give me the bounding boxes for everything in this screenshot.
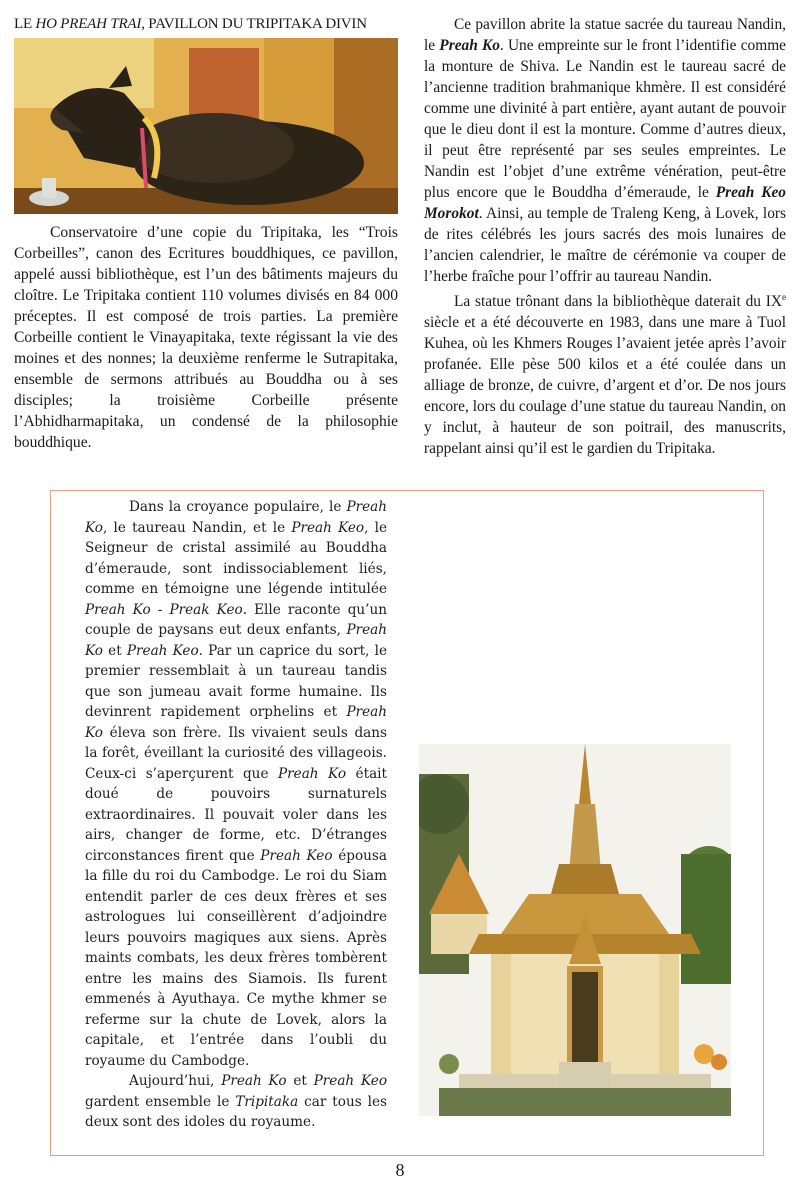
legend-text bbox=[85, 497, 387, 1133]
page-number: 8 bbox=[395, 1160, 405, 1180]
library-pavilion-photo bbox=[419, 744, 731, 1116]
legend-box bbox=[50, 490, 764, 1156]
bull-statue-photo bbox=[14, 38, 398, 214]
right-paragraph-1: Ce pavillon abrite la statue sacrée du taureau Nandin, le Preah Ko. Une empreinte sur le front l’identifie comme la monture de Shiva. Le Nandin est le taureau sacré de l’ancienne tradition brahmanique khmère. Il est considéré comme une divinité à part entière, ayant autant de pouvoir que le dieu dont il est la monture. Comme d’autres dieux, il peut être représenté par ses seules empreintes. Le Nandin est l’objet d’une extrême vénération, peut-être plus encore que le Bouddha d’émeraude, le Preah Keo Morokot. Ainsi, au temple de Traleng Keng, à Lovek, lors de rites célébrés les jours sacrés des mois lunaires de l’ancien calendrier, le maître de cérémonie va couper de l’herbe fraîche pour l’offrir au taureau Nandin. bbox=[424, 16, 786, 285]
right-column bbox=[424, 14, 786, 459]
left-paragraph: Conservatoire d’une copie du Tripitaka, les “Trois Corbeilles”, canon des Ecritures bouddhiques, ce pavillon, appelé aussi bibliothèque, est l’un des bâtiments majeurs du cloître. Le Tripitaka contient 110 volumes divisés en 84 000 préceptes. Il est composé de trois parties. La première Corbeille contient le Vinayapitaka, texte régissant la vie des moines et des nonnes; la deuxième renferme le Sutrapitaka, ensemble de sermons attribués au Bouddha ou à ses disciples; la troisième Corbeille présente l’Abhidharmapitaka, un condensé de la philosophie bouddhique. bbox=[14, 224, 398, 451]
legend-paragraph-2: Aujourd’hui, Preah Ko et Preah Keo gardent ensemble le Tripitaka car tous les deux sont des idoles du royaume. bbox=[85, 1073, 387, 1130]
right-paragraph-2: La statue trônant dans la bibliothèque daterait du IXe siècle et a été découverte en 1983, dans une mare à Tuol Kuhea, où les Khmers Rouges l’avaient jetée après l’avoir profanée. Elle pèse 500 kilos et a été coulée dans un alliage de bronze, de cuivre, d’argent et d’or. De nos jours encore, lors du coulage d’une statue du taureau Nandin, on y inclut, à hauteur de son poitrail, des manuscrits, rappelant ainsi qu’il est le gardien du Tripitaka. bbox=[424, 291, 786, 457]
left-column bbox=[14, 14, 398, 453]
legend-paragraph-1: Dans la croyance populaire, le Preah Ko, le taureau Nandin, et le Preah Keo, le Seigneur de cristal assimilé au Bouddha d’émeraude, sont indissociablement liés, comme en témoigne une légende intitulée Preah Ko - Preak Keo. Elle raconte qu’un couple de paysans eut deux enfants, Preah Ko et Preah Keo. Par un caprice du sort, le premier ressemblait à un taureau tandis que son jumeau avait forme humaine. Ils devinrent rapidement orphelins et Preah Ko éleva son frère. Ils vivaient seuls dans la forêt, éveillant la curiosité des villageois. Ceux-ci s’aperçurent que Preah Ko était doué de pouvoirs surnaturels extraordinaires. Il pouvait voler dans les airs, changer de forme, etc. D’étranges circonstances firent que Preah Keo épousa la fille du roi du Cambodge. Le roi du Siam entendit parler de ces deux frères et ses astrologues lui conseillèrent d’adjoindre leurs pouvoirs magiques aux siens. Après maints combats, les deux frères tombèrent entre les mains des Siamois. Ils furent emmenés à Ayuthaya. Ce mythe khmer se referme sur la chute de Lovek, alors la capitale, et l’entrée dans l’oubli du royaume du Cambodge. bbox=[85, 499, 388, 1069]
section-heading: LE HO PREAH TRAI, PAVILLON DU TRIPITAKA DIVIN bbox=[14, 16, 367, 32]
